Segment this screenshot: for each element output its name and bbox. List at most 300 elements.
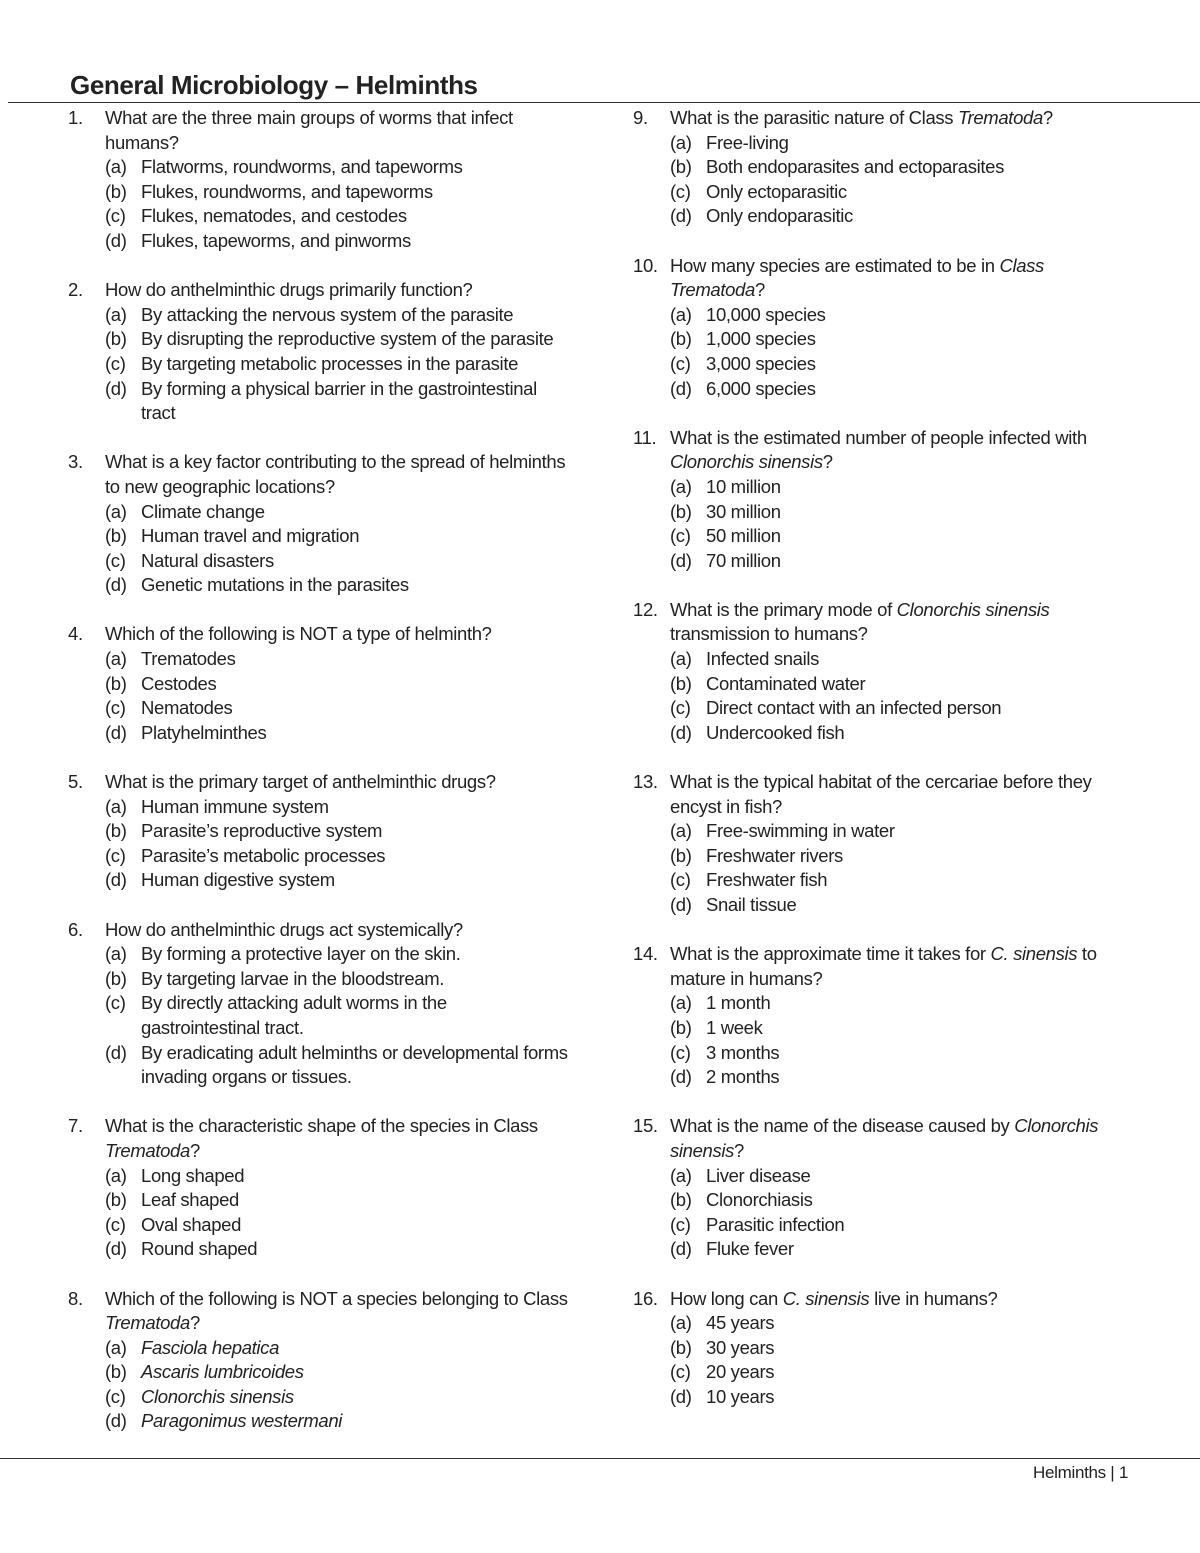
question-text-segment: How do anthelminthic drugs act systemically? bbox=[105, 918, 463, 940]
option-letter: (c) bbox=[670, 525, 691, 547]
option-letter: (b) bbox=[105, 1189, 127, 1211]
option-text: Freshwater rivers bbox=[706, 844, 843, 866]
question-text-italic: Trematoda bbox=[957, 107, 1043, 128]
answer-option bbox=[68, 1385, 568, 1410]
answer-option bbox=[633, 155, 1133, 180]
question-stem bbox=[68, 770, 568, 795]
answer-option bbox=[633, 844, 1133, 869]
answer-option bbox=[633, 303, 1133, 328]
question-4 bbox=[68, 622, 568, 745]
option-letter: (d) bbox=[670, 1385, 692, 1407]
option-text: Cestodes bbox=[141, 672, 217, 694]
answer-option bbox=[633, 721, 1133, 746]
option-letter: (a) bbox=[670, 475, 692, 497]
option-letter: (d) bbox=[670, 1066, 692, 1088]
option-letter: (a) bbox=[670, 820, 692, 842]
answer-options bbox=[68, 155, 568, 253]
page-title: General Microbiology – Helminths bbox=[70, 70, 478, 100]
option-letter: (b) bbox=[670, 1016, 692, 1038]
option-letter: (c) bbox=[105, 549, 126, 571]
option-letter: (c) bbox=[105, 1213, 126, 1235]
answer-option bbox=[68, 500, 568, 525]
question-text-segment: live in humans? bbox=[869, 1287, 998, 1309]
option-letter: (c) bbox=[105, 1385, 126, 1407]
option-letter: (a) bbox=[670, 1164, 692, 1186]
option-text: Platyhelminthes bbox=[141, 721, 267, 743]
question-text bbox=[670, 1287, 1133, 1312]
option-letter: (c) bbox=[105, 992, 126, 1014]
question-text-segment: What is the primary target of anthelminthic drugs? bbox=[105, 771, 496, 793]
answer-option bbox=[68, 696, 568, 721]
question-column-left bbox=[68, 106, 568, 1459]
answer-option bbox=[633, 377, 1133, 402]
option-text: Contaminated water bbox=[706, 672, 866, 694]
answer-option bbox=[68, 1409, 568, 1434]
option-text: Infected snails bbox=[706, 648, 820, 670]
question-2 bbox=[68, 278, 568, 426]
question-text-segment: What is the parasitic nature of Class bbox=[670, 107, 958, 128]
option-letter: (c) bbox=[670, 352, 691, 374]
answer-option bbox=[633, 131, 1133, 156]
answer-options bbox=[633, 131, 1133, 229]
question-13 bbox=[633, 770, 1133, 918]
answer-option bbox=[68, 721, 568, 746]
option-text: 3 months bbox=[706, 1041, 780, 1063]
question-15 bbox=[633, 1114, 1133, 1262]
question-stem bbox=[68, 106, 568, 155]
question-stem bbox=[68, 278, 568, 303]
question-number: 3. bbox=[68, 451, 83, 473]
answer-options bbox=[68, 647, 568, 745]
answer-option bbox=[68, 327, 568, 352]
option-text: Round shaped bbox=[141, 1238, 258, 1260]
option-letter: (c) bbox=[670, 869, 691, 891]
answer-option bbox=[633, 1311, 1133, 1336]
answer-option bbox=[68, 868, 568, 893]
question-stem bbox=[68, 622, 568, 647]
option-letter: (b) bbox=[105, 180, 127, 202]
option-letter: (c) bbox=[105, 352, 126, 374]
page-footer: Helminths | 1 bbox=[1033, 1463, 1128, 1482]
option-text: 50 million bbox=[706, 525, 781, 547]
answer-option bbox=[633, 204, 1133, 229]
answer-option bbox=[633, 1164, 1133, 1189]
option-letter: (c) bbox=[105, 205, 126, 227]
answer-option bbox=[633, 1188, 1133, 1213]
answer-option bbox=[68, 819, 568, 844]
header-rule bbox=[8, 102, 1200, 103]
option-text: Parasitic infection bbox=[706, 1213, 845, 1235]
question-text-segment: How long can bbox=[670, 1287, 783, 1309]
option-text: Fluke fever bbox=[706, 1238, 794, 1260]
answer-option bbox=[633, 549, 1133, 574]
answer-options bbox=[633, 819, 1133, 917]
question-number: 6. bbox=[68, 918, 83, 940]
answer-options bbox=[68, 1164, 568, 1262]
answer-options bbox=[68, 500, 568, 598]
answer-option bbox=[68, 1188, 568, 1213]
answer-options bbox=[633, 1311, 1133, 1409]
option-text: Flukes, nematodes, and cestodes bbox=[141, 205, 407, 227]
option-letter: (d) bbox=[670, 549, 692, 571]
question-text-italic: C. sinensis bbox=[990, 943, 1078, 965]
option-text: Nematodes bbox=[141, 697, 233, 719]
question-text-segment: transmission to humans? bbox=[670, 623, 868, 645]
question-text-italic: Class Trematoda bbox=[670, 254, 1044, 301]
answer-option bbox=[68, 1360, 568, 1385]
question-text-segment: What is the estimated number of people infected with bbox=[670, 426, 1087, 448]
question-8 bbox=[68, 1287, 568, 1435]
option-text: 2 months bbox=[706, 1066, 780, 1088]
option-letter: (d) bbox=[105, 869, 127, 891]
answer-option bbox=[633, 696, 1133, 721]
question-text-segment: What is the typical habitat of the cercariae before they encyst in fish? bbox=[670, 771, 1092, 817]
question-stem bbox=[633, 770, 1133, 819]
answer-option bbox=[68, 155, 568, 180]
answer-options bbox=[68, 303, 568, 426]
answer-option bbox=[633, 819, 1133, 844]
question-number: 12. bbox=[633, 598, 658, 620]
question-number: 7. bbox=[68, 1115, 83, 1137]
question-text bbox=[670, 942, 1133, 991]
option-text: By forming a physical barrier in the gastrointestinal tract bbox=[141, 377, 537, 424]
option-letter: (d) bbox=[105, 229, 127, 251]
option-text: 45 years bbox=[706, 1312, 775, 1334]
option-letter: (a) bbox=[670, 131, 692, 153]
question-number: 14. bbox=[633, 943, 658, 965]
option-text: By directly attacking adult worms in the gastrointestinal tract. bbox=[141, 992, 447, 1038]
answer-option bbox=[633, 352, 1133, 377]
option-text: 1 month bbox=[706, 992, 771, 1014]
question-number: 4. bbox=[68, 623, 83, 645]
question-text-italic: Clonorchis sinensis bbox=[670, 1115, 1099, 1161]
option-letter: (b) bbox=[105, 672, 127, 694]
option-text: Genetic mutations in the parasites bbox=[141, 574, 409, 596]
question-number: 10. bbox=[633, 254, 658, 276]
option-letter: (a) bbox=[670, 648, 692, 670]
option-letter: (b) bbox=[105, 967, 127, 989]
answer-option bbox=[633, 500, 1133, 525]
option-text: Human immune system bbox=[141, 795, 329, 817]
option-letter: (d) bbox=[670, 377, 692, 399]
option-letter: (d) bbox=[670, 1238, 692, 1260]
option-letter: (d) bbox=[105, 574, 127, 596]
option-text: 70 million bbox=[706, 549, 781, 571]
answer-option bbox=[68, 229, 568, 254]
answer-option bbox=[68, 795, 568, 820]
question-text bbox=[105, 1114, 568, 1163]
question-number: 5. bbox=[68, 771, 83, 793]
question-text-segment: Which of the following is NOT a type of helminth? bbox=[105, 623, 492, 645]
option-text: Oval shaped bbox=[141, 1213, 242, 1235]
option-text: Long shaped bbox=[141, 1164, 245, 1186]
answer-option bbox=[633, 672, 1133, 697]
answer-option bbox=[633, 991, 1133, 1016]
question-text-segment: ? bbox=[1042, 107, 1053, 128]
option-text: Clonorchis sinensis bbox=[141, 1385, 294, 1407]
question-number: 13. bbox=[633, 771, 658, 793]
answer-option bbox=[68, 204, 568, 229]
option-letter: (a) bbox=[105, 795, 127, 817]
option-text: 30 million bbox=[706, 500, 781, 522]
option-letter: (d) bbox=[105, 1041, 127, 1063]
question-text bbox=[670, 254, 1133, 303]
option-letter: (c) bbox=[670, 180, 691, 202]
answer-option bbox=[633, 475, 1133, 500]
answer-option bbox=[633, 1237, 1133, 1262]
option-letter: (b) bbox=[670, 1189, 692, 1211]
answer-option bbox=[68, 549, 568, 574]
question-7 bbox=[68, 1114, 568, 1262]
option-text: Leaf shaped bbox=[141, 1189, 239, 1211]
question-text-segment: ? bbox=[754, 279, 765, 301]
option-text: 20 years bbox=[706, 1361, 775, 1383]
option-text: 1,000 species bbox=[706, 328, 816, 350]
option-letter: (b) bbox=[670, 1336, 692, 1358]
answer-option bbox=[68, 991, 568, 1040]
option-letter: (a) bbox=[105, 943, 127, 965]
question-number: 11. bbox=[633, 426, 657, 448]
answer-option bbox=[633, 1213, 1133, 1238]
question-stem bbox=[633, 426, 1133, 475]
answer-option bbox=[633, 1385, 1133, 1410]
option-text: 10 million bbox=[706, 475, 781, 497]
question-text-segment: What is the name of the disease caused by bbox=[670, 1115, 1015, 1137]
question-stem bbox=[633, 598, 1133, 647]
question-text bbox=[105, 918, 568, 943]
question-text bbox=[670, 106, 1133, 131]
question-text-segment: What is the primary mode of bbox=[670, 598, 897, 620]
answer-option bbox=[68, 967, 568, 992]
question-number: 16. bbox=[633, 1287, 658, 1309]
option-text: 30 years bbox=[706, 1336, 775, 1358]
option-text: Human digestive system bbox=[141, 869, 335, 891]
question-number: 15. bbox=[633, 1115, 658, 1137]
question-text-italic: Trematoda bbox=[105, 1312, 190, 1334]
question-stem bbox=[68, 450, 568, 499]
option-letter: (a) bbox=[105, 500, 127, 522]
question-number: 9. bbox=[633, 107, 648, 128]
answer-option bbox=[633, 327, 1133, 352]
answer-option bbox=[68, 180, 568, 205]
question-text bbox=[105, 278, 568, 303]
option-text: 6,000 species bbox=[706, 377, 816, 399]
option-text: Only endoparasitic bbox=[706, 205, 853, 227]
answer-options bbox=[68, 1336, 568, 1434]
option-letter: (b) bbox=[105, 328, 127, 350]
option-text: Fasciola hepatica bbox=[141, 1336, 280, 1358]
option-letter: (b) bbox=[670, 844, 692, 866]
option-text: Paragonimus westermani bbox=[141, 1410, 343, 1432]
question-number: 8. bbox=[68, 1287, 83, 1309]
option-text: By eradicating adult helminths or developmental forms invading organs or tissues. bbox=[141, 1041, 568, 1088]
answer-option bbox=[68, 672, 568, 697]
footer-rule bbox=[0, 1458, 1200, 1459]
question-stem bbox=[633, 106, 1133, 131]
answer-options bbox=[633, 303, 1133, 401]
option-text: By targeting metabolic processes in the parasite bbox=[141, 352, 519, 374]
question-stem bbox=[68, 1114, 568, 1163]
option-letter: (b) bbox=[670, 500, 692, 522]
question-text-segment: What is a key factor contributing to the spread of helminths to new geographic locations? bbox=[105, 451, 566, 497]
option-text: Only ectoparasitic bbox=[706, 180, 847, 202]
question-text bbox=[105, 622, 568, 647]
option-text: By attacking the nervous system of the parasite bbox=[141, 303, 514, 325]
answer-options bbox=[68, 942, 568, 1090]
question-text-italic: C. sinensis bbox=[782, 1287, 870, 1309]
option-letter: (c) bbox=[105, 844, 126, 866]
answer-options bbox=[633, 1164, 1133, 1262]
answer-option bbox=[68, 1237, 568, 1262]
question-text-segment: ? bbox=[189, 1139, 200, 1161]
answer-options bbox=[68, 795, 568, 893]
option-letter: (c) bbox=[670, 1213, 691, 1235]
question-text-segment: What is the characteristic shape of the species in Class bbox=[105, 1115, 538, 1137]
option-letter: (c) bbox=[105, 697, 126, 719]
option-text: By targeting larvae in the bloodstream. bbox=[141, 967, 445, 989]
answer-option bbox=[633, 1336, 1133, 1361]
answer-option bbox=[68, 1041, 568, 1090]
question-6 bbox=[68, 918, 568, 1090]
answer-option bbox=[68, 352, 568, 377]
option-text: Flukes, roundworms, and tapeworms bbox=[141, 180, 433, 202]
answer-option bbox=[633, 893, 1133, 918]
question-11 bbox=[633, 426, 1133, 574]
option-text: 3,000 species bbox=[706, 352, 816, 374]
question-3 bbox=[68, 450, 568, 598]
answer-option bbox=[633, 868, 1133, 893]
question-text bbox=[105, 1287, 568, 1336]
question-text-segment: How do anthelminthic drugs primarily function? bbox=[105, 279, 473, 301]
answer-option bbox=[68, 377, 568, 426]
question-text bbox=[670, 770, 1133, 819]
option-text: Clonorchiasis bbox=[706, 1189, 813, 1211]
option-letter: (a) bbox=[105, 156, 127, 178]
question-column-right bbox=[633, 106, 1133, 1434]
option-text: By forming a protective layer on the skin. bbox=[141, 943, 461, 965]
question-text-italic: Clonorchis sinensis bbox=[670, 451, 823, 473]
question-16 bbox=[633, 1287, 1133, 1410]
question-number: 1. bbox=[68, 107, 83, 128]
option-text: Freshwater fish bbox=[706, 869, 828, 891]
answer-options bbox=[633, 647, 1133, 745]
option-text: Trematodes bbox=[141, 648, 236, 670]
option-text: Natural disasters bbox=[141, 549, 274, 571]
question-stem bbox=[633, 1287, 1133, 1312]
question-number: 2. bbox=[68, 279, 83, 301]
question-12 bbox=[633, 598, 1133, 746]
question-text-segment: ? bbox=[822, 451, 833, 473]
option-letter: (c) bbox=[670, 1041, 691, 1063]
option-letter: (d) bbox=[105, 1238, 127, 1260]
question-text-italic: Trematoda bbox=[105, 1139, 190, 1161]
option-text: 10 years bbox=[706, 1385, 775, 1407]
question-text-segment: to mature in humans? bbox=[670, 943, 1097, 989]
question-14 bbox=[633, 942, 1133, 1090]
question-stem bbox=[633, 942, 1133, 991]
question-text-italic: Clonorchis sinensis bbox=[896, 598, 1050, 620]
question-text-segment: How many species are estimated to be in bbox=[670, 254, 1000, 276]
option-text: Flukes, tapeworms, and pinworms bbox=[141, 229, 411, 251]
question-text bbox=[670, 1114, 1133, 1163]
question-stem bbox=[633, 1114, 1133, 1163]
answer-option bbox=[68, 573, 568, 598]
answer-option bbox=[68, 647, 568, 672]
answer-option bbox=[68, 524, 568, 549]
option-letter: (b) bbox=[670, 328, 692, 350]
question-stem bbox=[633, 254, 1133, 303]
option-letter: (a) bbox=[670, 1312, 692, 1334]
question-text bbox=[105, 450, 568, 499]
option-text: Human travel and migration bbox=[141, 525, 360, 547]
option-text: 10,000 species bbox=[706, 303, 826, 325]
question-text-segment: What is the approximate time it takes for bbox=[670, 943, 991, 965]
question-stem bbox=[68, 918, 568, 943]
question-text bbox=[670, 598, 1133, 647]
option-text: Flatworms, roundworms, and tapeworms bbox=[141, 156, 463, 178]
option-letter: (a) bbox=[105, 1164, 127, 1186]
option-letter: (d) bbox=[670, 721, 692, 743]
option-letter: (a) bbox=[105, 648, 127, 670]
option-letter: (d) bbox=[105, 721, 127, 743]
option-text: Ascaris lumbricoides bbox=[141, 1361, 304, 1383]
option-text: Liver disease bbox=[706, 1164, 811, 1186]
option-letter: (a) bbox=[670, 303, 692, 325]
question-text-segment: ? bbox=[734, 1139, 744, 1161]
option-letter: (b) bbox=[105, 1361, 127, 1383]
answer-option bbox=[633, 1041, 1133, 1066]
option-letter: (c) bbox=[670, 1361, 691, 1383]
option-text: Free-living bbox=[706, 131, 789, 153]
answer-option bbox=[68, 1336, 568, 1361]
answer-option bbox=[68, 1164, 568, 1189]
question-text-segment: Which of the following is NOT a species belonging to Class bbox=[105, 1287, 568, 1309]
option-letter: (d) bbox=[670, 894, 692, 915]
question-text bbox=[105, 106, 568, 155]
answer-option bbox=[633, 180, 1133, 205]
answer-option bbox=[68, 844, 568, 869]
answer-option bbox=[68, 1213, 568, 1238]
question-1 bbox=[68, 106, 568, 254]
option-text: Direct contact with an infected person bbox=[706, 697, 1002, 719]
question-9 bbox=[633, 106, 1133, 229]
question-stem bbox=[68, 1287, 568, 1336]
option-text: Free-swimming in water bbox=[706, 820, 895, 842]
question-5 bbox=[68, 770, 568, 893]
option-letter: (b) bbox=[105, 820, 127, 842]
answer-option bbox=[633, 1016, 1133, 1041]
option-letter: (b) bbox=[105, 525, 127, 547]
question-text bbox=[670, 426, 1133, 475]
option-text: Snail tissue bbox=[706, 894, 797, 915]
option-letter: (a) bbox=[670, 992, 692, 1014]
question-text-segment: What are the three main groups of worms that infect humans? bbox=[105, 107, 513, 153]
question-text-segment: ? bbox=[189, 1312, 200, 1334]
option-text: 1 week bbox=[706, 1016, 763, 1038]
answer-option bbox=[633, 1360, 1133, 1385]
option-text: Climate change bbox=[141, 500, 265, 522]
answer-option bbox=[633, 647, 1133, 672]
option-text: Parasite’s reproductive system bbox=[141, 820, 383, 842]
option-letter: (c) bbox=[670, 697, 691, 719]
answer-option bbox=[633, 524, 1133, 549]
answer-option bbox=[68, 303, 568, 328]
option-text: Both endoparasites and ectoparasites bbox=[706, 156, 1004, 178]
option-letter: (b) bbox=[670, 672, 692, 694]
question-10 bbox=[633, 254, 1133, 402]
option-letter: (b) bbox=[670, 156, 692, 178]
answer-option bbox=[633, 1065, 1133, 1090]
